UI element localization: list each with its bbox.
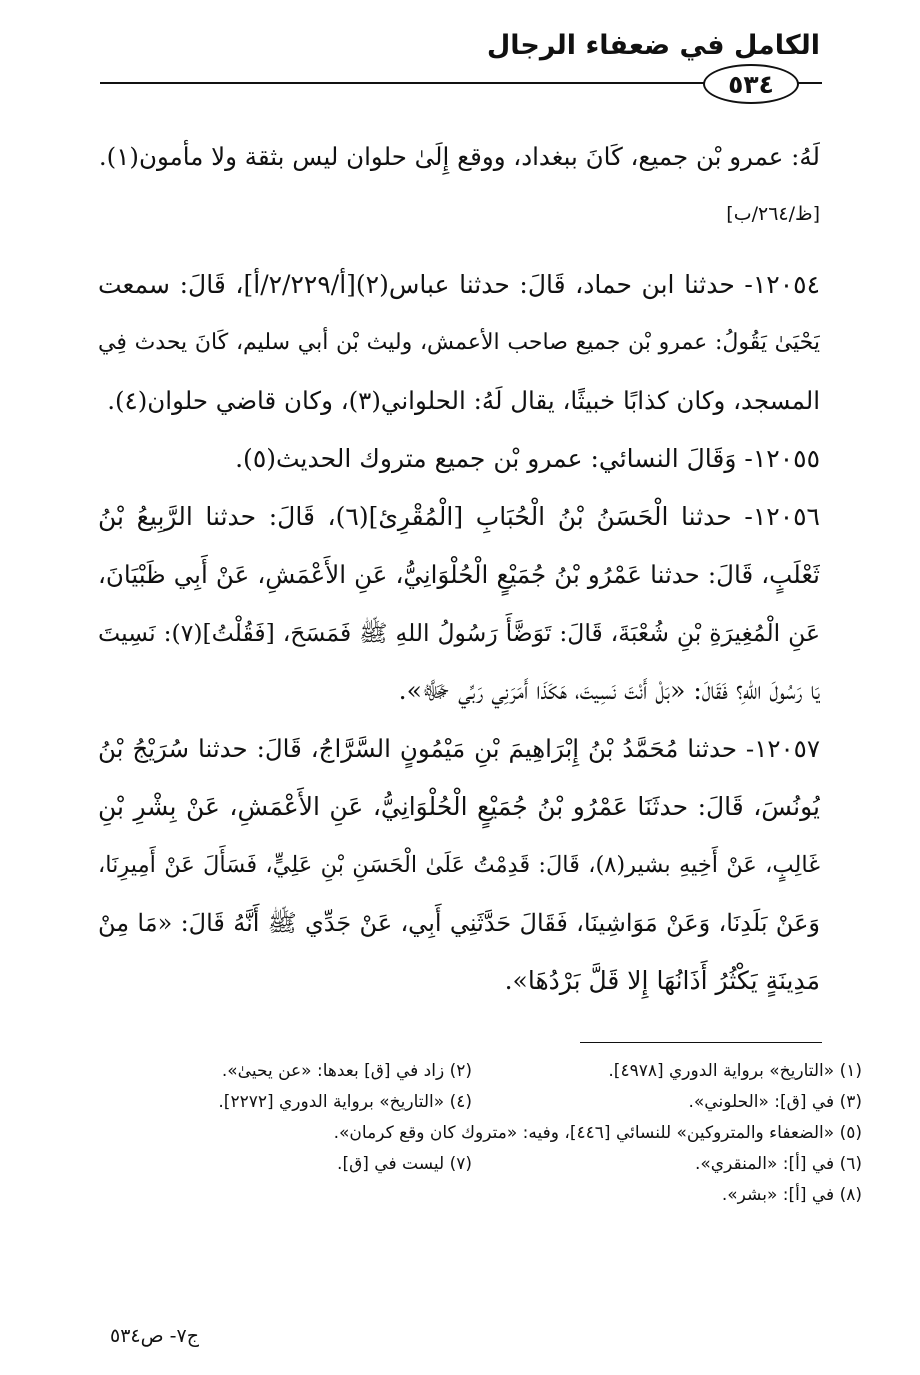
- page-footer: ج٧- ص٥٣٤: [110, 1325, 199, 1347]
- footnote-4: (٤) «التاريخ» برواية الدوري [٢٢٧٢].: [218, 1092, 472, 1112]
- footnote-3: (٣) في [ق]: «الحلوني».: [688, 1092, 862, 1112]
- text-line: وَعَنْ بَلَدِنَا، وَعَنْ مَوَاشِينَا، فَقَالَ حَدَّثَنِي أَبِي، عَنْ جَدِّي ﷺ أَنَّهُ قَالَ: «مَا مِنْ: [98, 909, 820, 937]
- text-line: يُونُسَ، قَالَ: حدثَنَا عَمْرُو بْنُ جُمَيْعٍ الْحُلْوَانِيُّ، عَنِ الأَعْمَشِ، عَنْ بِشْرِ بْنِ: [98, 792, 820, 821]
- footnote-1: (١) «التاريخ» برواية الدوري [٤٩٧٨].: [608, 1061, 862, 1081]
- footnotes: [100, 1056, 862, 1211]
- footnote-8: (٨) في [أ]: «بشر».: [721, 1185, 862, 1205]
- footnote-6: (٦) في [أ]: «المنقري».: [695, 1154, 862, 1174]
- text-line: يَحْيَىٰ يَقُولُ: عمرو بْن جميع صاحب الأعمش، وليث بْن أبي سليم، كَانَ يحدث فِي: [98, 330, 820, 355]
- text-line: مَدِينَةٍ يَكْثُرُ أَذَانُهَا إِلا قَلَّ بَرْدُهَا».: [504, 966, 820, 995]
- text-line: لَهُ: عمرو بْن جميع، كَانَ ببغداد، ووقع إِلَىٰ حلوان ليس بثقة ولا مأمون(١).: [98, 142, 820, 171]
- text-line: يَا رَسُولَ اللهِ؟ فَقَالَ: «بَلْ أَنْتَ نَسِيتَ، هَكَذَا أَمَرَنِي رَبِّي ﷻ».: [398, 676, 820, 705]
- book-title: الكامل في ضعفاء الرجال: [486, 30, 820, 61]
- footnote-5: (٥) «الضعفاء والمتروكين» للنسائي [٤٤٦]، وفيه: «متروك كان وقع كرمان».: [333, 1123, 862, 1143]
- hadith-12057-line: ١٢٠٥٧- حدثنا مُحَمَّدُ بْنُ إِبْرَاهِيمَ بْنِ مَيْمُونٍ السَّرَّاجُ، قَالَ: حدثنا سُرَيْجُ بْنُ: [98, 734, 820, 763]
- page-number: ٥٣٤: [703, 64, 799, 104]
- text-line: عَنِ الْمُغِيرَةِ بْنِ شُعْبَةَ، قَالَ: تَوَضَّأَ رَسُولُ اللهِ ﷺ فَمَسَحَ، [فَقُلْتُ](٧): نَسِيتَ: [98, 619, 820, 647]
- text-line: المسجد، وكان كذابًا خبيثًا، يقال لَهُ: الحلواني(٣)، وكان قاضي حلوان(٤).: [107, 386, 820, 415]
- hadith-12054-line: ١٢٠٥٤- حدثنا ابن حماد، قَالَ: حدثنا عباس(٢)[أ/٢/٢٢٩/أ]، قَالَ: سمعت: [98, 270, 820, 299]
- manuscript-reference: [ظ/٢٦٤/ب]: [726, 203, 820, 225]
- hadith-12056-line: ١٢٠٥٦- حدثنا الْحَسَنُ بْنُ الْحُبَابِ [الْمُقْرِئ](٦)، قَالَ: حدثنا الرَّبِيعُ بْنُ: [98, 502, 820, 531]
- footnote-rule: [580, 1042, 822, 1043]
- footnote-7: (٧) ليست في [ق].: [337, 1154, 472, 1174]
- hadith-12055-line: ١٢٠٥٥- وَقَالَ النسائي: عمرو بْن جميع متروك الحديث(٥).: [235, 444, 820, 473]
- text-line: غَالِبٍ، عَنْ أَخِيهِ بشير(٨)، قَالَ: قَدِمْتُ عَلَىٰ الْحَسَنِ بْنِ عَلِيٍّ، فَسَأَلَ عَنْ أَمِيرِنَا،: [98, 852, 820, 878]
- main-text: [98, 128, 820, 1010]
- footnote-2: (٢) زاد في [ق] بعدها: «عن يحيىٰ».: [221, 1061, 472, 1081]
- text-line: ثَعْلَبٍ، قَالَ: حدثنا عَمْرُو بْنُ جُمَيْعٍ الْحُلْوَانِيُّ، عَنِ الأَعْمَشِ، عَنْ أَبِي ظَبْيَانَ،: [98, 560, 820, 589]
